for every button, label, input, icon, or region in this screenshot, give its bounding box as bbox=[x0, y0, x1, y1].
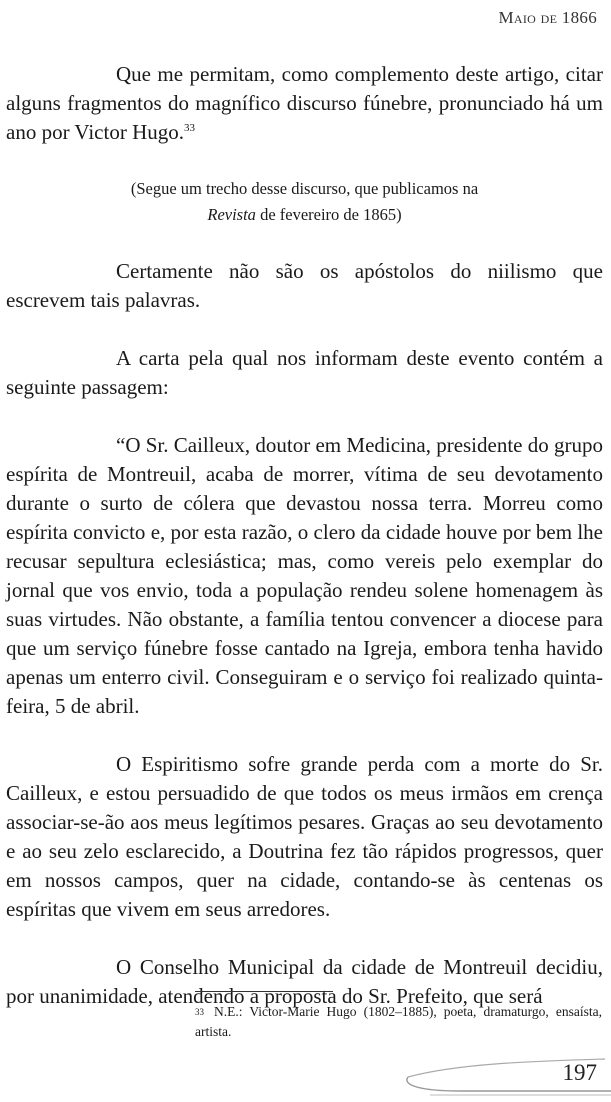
paragraph-3: A carta pela qual nos informam deste evento contém a seguinte passagem: bbox=[6, 346, 603, 399]
paragraph-1-text: Que me permitam, como complemento deste artigo, citar alguns fragmentos do magnífico discurso fúnebre, pronunciado há um ano por Victor Hugo. bbox=[6, 62, 603, 144]
page-number: 197 bbox=[562, 1060, 597, 1085]
footnote bbox=[195, 1002, 602, 1042]
editorial-note-line1: (Segue um trecho desse discurso, que publicamos na bbox=[130, 179, 479, 198]
paragraph-5: O Espiritismo sofre grande perda com a morte do Sr. Cailleux, e estou persuadido de que todos os meus irmãos em crença associar-se-ão aos meus legítimos pesares. Graças ao seu devotamento e ao seu zelo esclarecido, a Doutrina fez tão rápidos progressos, quer em nossos campos, quer na cidade, contando-se às centenas os espíritas que vivem em seus arredores. bbox=[6, 752, 603, 921]
footnote-ref: 33 bbox=[184, 122, 195, 134]
page-body bbox=[6, 60, 603, 1011]
paragraph-4: “O Sr. Cailleux, doutor em Medicina, presidente do grupo espírita de Montreuil, acaba de morrer, vítima de seu devotamento durante o surto de cólera que devastou nossa terra. Morreu como espírita convicto e, por esta razão, o clero da cidade houve por bem lhe recusar sepultura eclesiástica; mas, como vereis pelo exemplar do jornal que vos envio, toda a população rendeu solene homenagem às suas virtudes. Não obstante, a família tentou convencer a diocese para que um serviço fúnebre fosse cantado na Igreja, embora tenha havido apenas um enterro civil. Conseguiram e o serviço foi realizado quinta-feira, 5 de abril. bbox=[6, 433, 603, 718]
editorial-note-line2-rest: de fevereiro de 1865) bbox=[255, 205, 402, 224]
footnote-divider bbox=[195, 991, 333, 992]
journal-title: Revista bbox=[207, 205, 256, 224]
paragraph-6: O Conselho Municipal da cidade de Montreuil decidiu, por unanimidade, atendendo a proposta do Sr. Prefeito, que será bbox=[6, 955, 603, 1008]
footnote-number: 33 bbox=[195, 1007, 204, 1017]
editorial-note-line2 bbox=[6, 202, 603, 228]
paragraph-2: Certamente não são os apóstolos do niilismo que escrevem tais palavras. bbox=[6, 259, 603, 312]
paragraph-1 bbox=[6, 60, 603, 147]
editorial-note bbox=[6, 176, 603, 228]
footnote-text: N.E.: Victor-Marie Hugo (1802–1885), poeta, dramaturgo, ensaísta, artista. bbox=[195, 1004, 602, 1039]
running-header: Maio de 1866 bbox=[498, 8, 597, 27]
